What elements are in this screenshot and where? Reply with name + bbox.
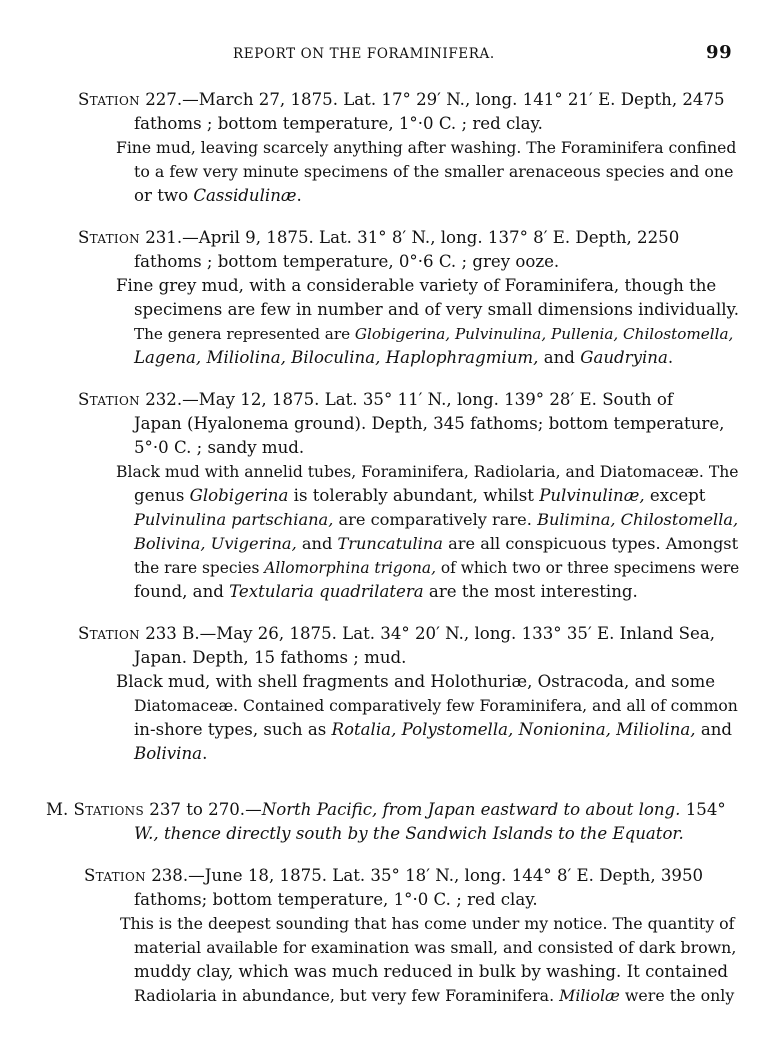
station-231-desc-3: The genera represented are Globigerina, Pulvinulina, Pullenia, Chilostomella, — [134, 325, 734, 343]
station-231-heading-cont: fathoms ; bottom temperature, 0°·6 C. ; grey ooze. — [134, 252, 560, 271]
station-238-desc-2: material available for examination was small, and consisted of dark brown, — [134, 938, 737, 957]
station-238-heading-cont: fathoms; bottom temperature, 1°·0 C. ; red clay. — [134, 890, 538, 909]
station-227-heading-cont: fathoms ; bottom temperature, 1°·0 C. ; red clay. — [134, 114, 543, 133]
station-231-desc-1: Fine grey mud, with a considerable variety of Foraminifera, though the — [116, 276, 717, 295]
station-231-desc-2: specimens are few in number and of very small dimensions individually. — [134, 300, 739, 319]
station-232-heading-cont-2: 5°·0 C. ; sandy mud. — [134, 438, 305, 457]
page-number: 99 — [706, 42, 733, 63]
station-233b-heading-cont: Japan. Depth, 15 fathoms ; mud. — [134, 648, 407, 667]
station-232-desc-3: Pulvinulina partschiana, are comparatively rare. Bulimina, Chilostomella, — [134, 510, 739, 529]
station-227-desc-2: to a few very minute specimens of the smaller arenaceous species and one — [134, 162, 734, 181]
station-227-desc-1: Fine mud, leaving scarcely anything after washing. The Foraminifera confined — [116, 139, 737, 157]
station-227-heading: Station 227.—March 27, 1875. Lat. 17° 29′ N., long. 141° 21′ E. Depth, 2475 — [78, 90, 725, 109]
station-233b-desc-3: in-shore types, such as Rotalia, Polystomella, Nonionina, Miliolina, and — [134, 720, 733, 739]
station-233b-heading: Station 233 B.—May 26, 1875. Lat. 34° 20′ N., long. 133° 35′ E. Inland Sea, — [78, 624, 716, 643]
station-231-heading: Station 231.—April 9, 1875. Lat. 31° 8′ N., long. 137° 8′ E. Depth, 2250 — [78, 228, 680, 247]
station-232-heading: Station 232.—May 12, 1875. Lat. 35° 11′ N., long. 139° 28′ E. South of — [78, 390, 673, 409]
station-227-desc-3: or two Cassidulinæ. — [134, 186, 302, 205]
running-title: REPORT ON THE FORAMINIFERA. — [233, 46, 495, 62]
station-231-desc-4: Lagena, Miliolina, Biloculina, Haplophragmium, and Gaudryina. — [134, 348, 674, 367]
station-232-desc-2: genus Globigerina is tolerably abundant, whilst Pulvinulinæ, except — [134, 486, 706, 505]
section-m-line-1: M. Stations 237 to 270.—North Pacific, from Japan eastward to about long. 154° — [46, 800, 726, 819]
page-header — [0, 38, 776, 66]
section-m-line-2: W., thence directly south by the Sandwich Islands to the Equator. — [134, 824, 684, 843]
station-232-desc-5: the rare species Allomorphina trigona, of which two or three specimens were — [134, 559, 740, 577]
station-238-desc-3: muddy clay, which was much reduced in bulk by washing. It contained — [134, 962, 729, 981]
station-232-desc-6: found, and Textularia quadrilatera are the most interesting. — [134, 582, 638, 601]
station-233b-desc-4: Bolivina. — [134, 744, 208, 763]
station-233b-desc-1: Black mud, with shell fragments and Holothuriæ, Ostracoda, and some — [116, 672, 716, 691]
station-238-desc-4: Radiolaria in abundance, but very few Foraminifera. Miliolæ were the only — [134, 986, 735, 1005]
station-232-desc-1: Black mud with annelid tubes, Foraminifera, Radiolaria, and Diatomaceæ. The — [116, 463, 739, 481]
station-232-desc-4: Bolivina, Uvigerina, and Truncatulina are all conspicuous types. Amongst — [134, 534, 739, 553]
station-238-desc-1: This is the deepest sounding that has come under my notice. The quantity of — [120, 914, 735, 933]
station-232-heading-cont-1: Japan (Hyalonema ground). Depth, 345 fathoms; bottom temperature, — [134, 414, 725, 433]
station-233b-desc-2: Diatomaceæ. Contained comparatively few Foraminifera, and all of common — [134, 697, 738, 715]
station-238-heading: Station 238.—June 18, 1875. Lat. 35° 18′ N., long. 144° 8′ E. Depth, 3950 — [84, 866, 704, 885]
